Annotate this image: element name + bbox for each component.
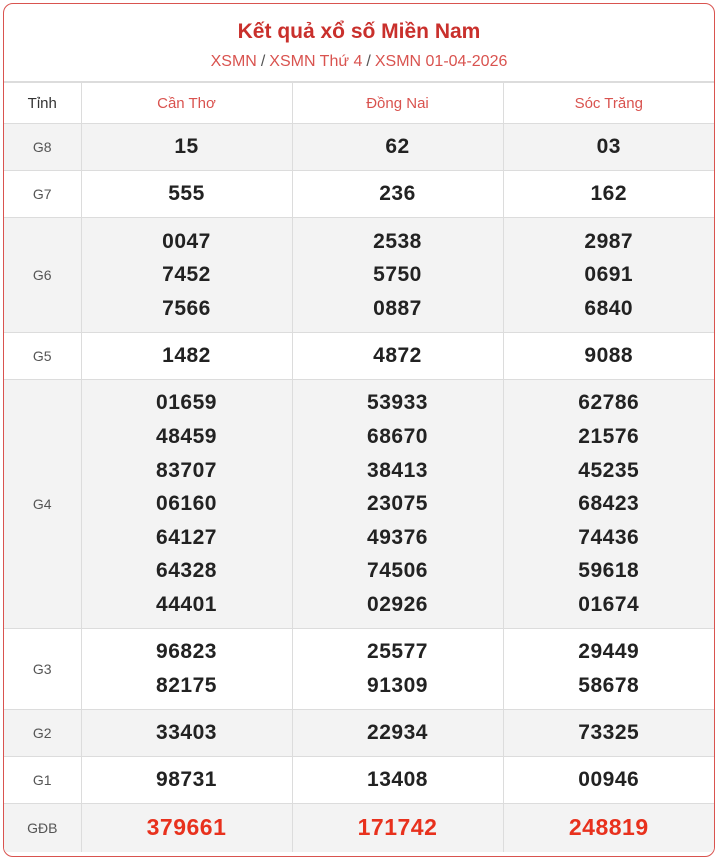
lottery-number: 2538 [373, 229, 422, 253]
prize-cell [292, 124, 503, 171]
results-table [4, 82, 714, 852]
prize-cell [503, 380, 714, 629]
lottery-number: 22934 [367, 721, 428, 745]
prize-cell [81, 124, 292, 171]
lottery-number: 248819 [568, 813, 649, 840]
column-header-province[interactable]: Đồng Nai [292, 83, 503, 124]
lottery-number: 91309 [367, 674, 428, 697]
lottery-number: 00946 [578, 768, 640, 792]
prize-cell [81, 218, 292, 333]
lottery-number: 13408 [367, 768, 428, 792]
lottery-number: 0691 [584, 263, 634, 287]
prize-cell [503, 171, 714, 218]
results-card [3, 3, 715, 857]
lottery-number: 73325 [578, 721, 640, 745]
lottery-number: 62 [385, 135, 410, 159]
lottery-number: 9088 [584, 344, 634, 368]
prize-label: G2 [4, 710, 81, 757]
prize-row-3 [4, 333, 714, 380]
prize-label: G8 [4, 124, 81, 171]
prize-cell [503, 757, 714, 804]
prize-cell [503, 710, 714, 757]
prize-cell [81, 171, 292, 218]
lottery-number: 64328 [156, 559, 217, 583]
lottery-number: 38413 [367, 458, 428, 482]
lottery-number: 03 [596, 135, 621, 159]
prize-row-7 [4, 757, 714, 804]
prize-label: G3 [4, 629, 81, 710]
prize-cell [503, 124, 714, 171]
prize-cell [292, 804, 503, 852]
lottery-number: 53933 [367, 391, 428, 415]
prize-label: G7 [4, 171, 81, 218]
lottery-number: 06160 [156, 492, 217, 516]
prize-row-0 [4, 124, 714, 171]
prize-cell [503, 218, 714, 333]
prize-cell [292, 380, 503, 629]
lottery-number: 5750 [373, 263, 422, 287]
breadcrumb-xsmn-thu4[interactable]: XSMN Thứ 4 [269, 53, 363, 70]
lottery-number: 15 [174, 135, 199, 159]
prize-label: G5 [4, 333, 81, 380]
breadcrumb-separator: / [366, 53, 371, 70]
prize-cell [81, 804, 292, 852]
table-header-row [4, 83, 714, 124]
lottery-number: 64127 [156, 525, 217, 549]
prize-cell [292, 757, 503, 804]
lottery-number: 02926 [367, 592, 428, 616]
lottery-number: 0887 [373, 296, 422, 320]
column-header-province[interactable]: Cần Thơ [81, 83, 292, 124]
prize-cell [503, 629, 714, 710]
column-header-province[interactable]: Sóc Trăng [503, 83, 714, 124]
prize-label: G4 [4, 380, 81, 629]
prize-row-8 [4, 804, 714, 852]
lottery-number: 82175 [156, 674, 217, 697]
prize-cell [292, 333, 503, 380]
prize-row-5 [4, 629, 714, 710]
prize-cell [81, 629, 292, 710]
lottery-number: 74436 [578, 525, 640, 549]
page-title: Kết quả xổ số Miền Nam [237, 20, 481, 43]
prize-row-2 [4, 218, 714, 333]
lottery-number: 23075 [367, 492, 428, 516]
lottery-number: 379661 [146, 813, 227, 840]
prize-cell [292, 171, 503, 218]
lottery-number: 44401 [156, 592, 217, 616]
lottery-number: 58678 [578, 674, 640, 697]
lottery-number: 68670 [367, 425, 428, 449]
lottery-number: 33403 [156, 721, 217, 745]
prize-row-6 [4, 710, 714, 757]
prize-label: G1 [4, 757, 81, 804]
lottery-number: 0047 [162, 229, 211, 253]
lottery-number: 49376 [367, 525, 428, 549]
lottery-number: 68423 [578, 492, 640, 516]
lottery-number: 7452 [162, 263, 211, 287]
lottery-number: 555 [168, 182, 205, 206]
prize-cell [292, 218, 503, 333]
lottery-number: 29449 [578, 640, 640, 664]
lottery-number: 74506 [367, 559, 428, 583]
lottery-number: 96823 [156, 640, 217, 664]
prize-cell [503, 333, 714, 380]
lottery-number: 45235 [578, 458, 640, 482]
prize-cell [81, 333, 292, 380]
prize-cell [503, 804, 714, 852]
prize-cell [81, 380, 292, 629]
lottery-number: 162 [590, 182, 628, 206]
lottery-number: 236 [379, 182, 416, 206]
lottery-number: 83707 [156, 458, 217, 482]
column-header-province-label: Tỉnh [4, 83, 81, 124]
breadcrumb-separator: / [260, 53, 266, 70]
breadcrumb [4, 52, 714, 72]
prize-cell [81, 710, 292, 757]
prize-cell [292, 629, 503, 710]
lottery-number: 7566 [162, 296, 211, 320]
lottery-number: 01674 [578, 592, 640, 616]
lottery-number: 171742 [357, 813, 438, 840]
lottery-number: 1482 [162, 344, 211, 368]
results-header [4, 4, 714, 82]
prize-label: GĐB [4, 804, 81, 852]
prize-cell [292, 710, 503, 757]
prize-row-4 [4, 380, 714, 629]
lottery-number: 01659 [156, 391, 217, 415]
prize-row-1 [4, 171, 714, 218]
lottery-number: 25577 [367, 640, 428, 664]
lottery-number: 59618 [578, 559, 640, 583]
lottery-number: 6840 [584, 296, 634, 320]
lottery-number: 48459 [156, 425, 217, 449]
lottery-number: 98731 [156, 768, 217, 792]
lottery-number: 21576 [578, 425, 640, 449]
prize-label: G6 [4, 218, 81, 333]
lottery-number: 4872 [373, 344, 422, 368]
lottery-number: 2987 [584, 229, 634, 253]
breadcrumb-xsmn-date[interactable]: XSMN 01-04-2026 [374, 53, 508, 70]
lottery-number: 62786 [578, 391, 640, 415]
prize-cell [81, 757, 292, 804]
breadcrumb-xsmn[interactable]: XSMN [210, 53, 257, 70]
